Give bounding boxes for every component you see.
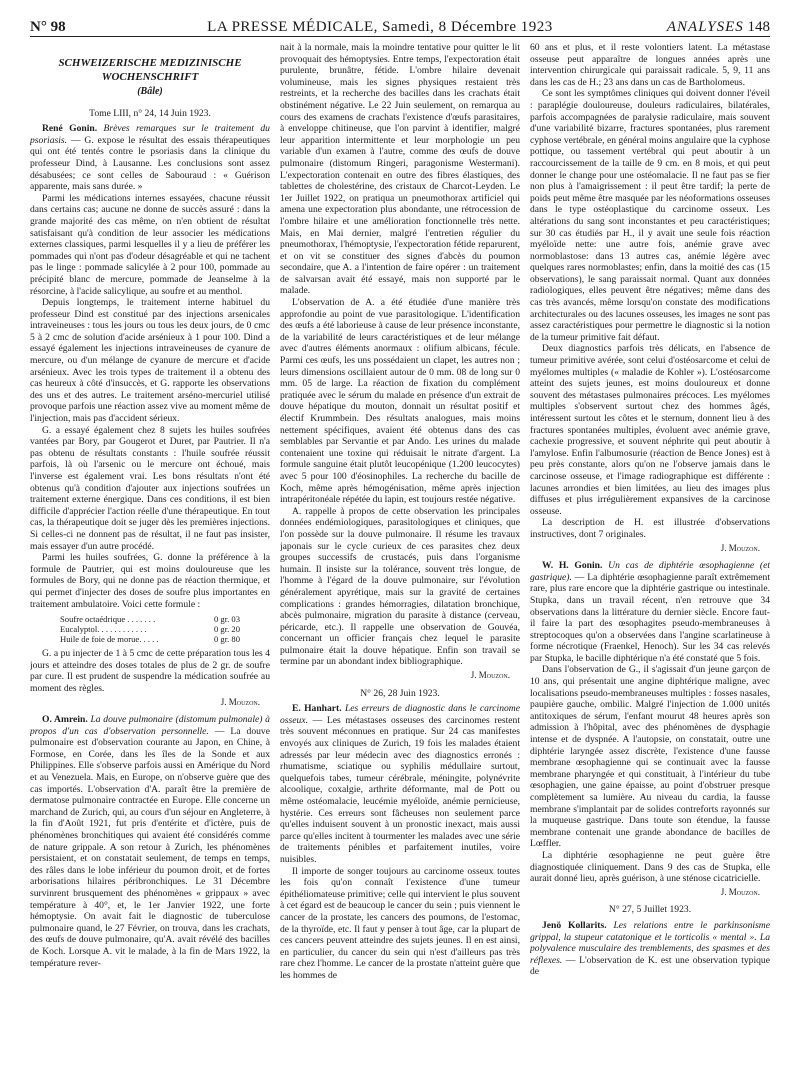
section-label (610, 19, 770, 36)
author-name: E. Hanhart. (292, 703, 342, 715)
article-columns (30, 42, 770, 1078)
author-name: O. Amrein. (42, 714, 88, 726)
signature: J. Mouzon. (720, 542, 760, 553)
issue-line: N° 26, 28 Juin 1923. (360, 687, 440, 699)
dose: 0 gr. 03 (213, 614, 240, 625)
paragraph: 60 ans et plus, et il reste volontiers latent. La métastase osseuse peut apparaître de longues années après une intervention chirurgicale qui paraissait radicale. 5, 9, 11 ans dans les cas de H.; 23 ans dans un cas de Bartholomeus. (530, 42, 770, 88)
paragraph: Il importe de songer toujours au carcinome osseux toutes les fois qu'on connaît l'existence d'une tumeur épithéliomateuse primitive; celle qui intervient le plus souvent à cet égard est de beaucoup le cancer du sein ; puis viennent le cancer de la prostate, les cancers des poumons, de l'estomac, de la thyroïde, etc. Il faut y penser à tout âge, car la plupart de ces cancers peuvent atteindre des sujets jeunes. Il en est ainsi, en particulier, du cancer du sein qui n'est d'ailleurs pas très rare chez l'homme. Le cancer de la prostate n'atteint guère que les hommes de (280, 865, 520, 981)
signature: J. Mouzon. (720, 886, 760, 897)
paragraph: Parmi les huiles soufrées, G. donne la préférence à la formule de Pautrier, qui est moins douloureuse que les formules de Bory, qui ne donne pas de réaction thermique, et qui permet d'injecter des doses de soufre plus importantes en traitement ambulatoire. Voici cette formule : (30, 552, 270, 610)
paragraph: Depuis longtemps, le traitement interne habituel du professeur Dind est constitué par des injections arsenicales intraveineuses : tous les jours ou tous les deux jours, de 0 cmc 5 à 2 cmc de solution d'acide arsénieux à 1 pour 100. Dind a essayé également les injections intraveineuses de cyanure de mercure, ou d'un mélange de cyanure de mercure et d'acide arsénieux. Avec les trois types de traitement il a obtenu des cas heureux à côté d'insuccès, et G. rapporte les observations des uns et des autres. Le traitement arséno-mercuriel utilisé provoque parfois une réaction assez vive au moment même de l'injection, mais pas d'accident sérieux. (30, 297, 270, 425)
paragraph: Dans l'observation de G., il s'agissait d'un jeune garçon de 10 ans, qui présentait une angine diphtérique maligne, avec localisations pseudo-membraneuses multiples : fosses nasales, paupière gauche, ombilic. Malgré l'injection de 1.000 unités antitoxiques de sérum, l'enfant mourut 48 heures après son admission à l'hôpital, avec des phénomènes de dysphagie intense et de dyspnée. A l'autopsie, on constatait, outre une diphtérie laryngée assez discrète, l'existence d'une fausse membrane œsophagienne qui se continuait avec la fausse membrane pharyngée et qui constituait, à l'intérieur du tube œsophagien, une gaine épaisse, au point d'obstruer presque complètement sa lumière. Au niveau du cardia, la fausse membrane s'implantait par de solides contreforts rayonnés sur la muqueuse gastrique. Dans toute son étendue, la fausse membrane contenait une grande abondance de bacilles de Lœffler. (530, 664, 770, 850)
paragraph: G. a pu injecter de 1 à 5 cmc de cette préparation tous les 4 jours et atteindre des doses totales de plus de 2 gr. de soufre par cure. Il est prudent de suspendre la médication soufrée au moment des règles. (30, 648, 270, 694)
ingredient: Soufre octaédrique . . . . . . . (60, 614, 156, 625)
author-name: René Gonin. (42, 123, 98, 135)
abstract-hanhart (280, 703, 520, 865)
dose: 0 gr. 80 (213, 634, 240, 645)
abstract-gonin-wh (530, 560, 770, 664)
paragraph: nait à la normale, mais la moindre tentative pour quitter le lit provoquait des hémoptysies. Entre temps, l'expectoration était purulente, brunâtre, fétide. L'ombre hilaire devenait volumineuse, mais les signes physiques restaient très restreints, et la recherche des bacilles dans les crachats était obstinément négative. Le 22 Juin seulement, on remarqua au cours des examens de crachats l'existence d'œufs parasitaires, à enveloppe chitineuse, que l'on parvint à identifier, malgré leur apparition intermittente et leur morphologie un peu variable d'un examen à l'autre, comme des œufs de douve pulmonaire (distomum Ringeri, paragonisme Westermani). L'expectoration contenait en outre des fibres élastiques, des tablettes de cholestérine, des cristaux de Charcot-Leyden. Le 1er Juillet 1922, on pratiqua un pneumothorax artificiel qui amena une expectoration plus abondante, une rétrocession de l'ombre hilaire et une amélioration fonctionnelle très nette. Mais, en Mai dernier, malgré l'entretien régulier du pneumothorax, l'hémoptysie, l'expectoration fétide reparurent, et on vit se constituer des signes d'abcès du poumon secondaire, que A. a l'intention de faire opérer : un traitement de salvarsan avait été essayé, mais non supporté par le malade. (280, 42, 520, 297)
issue-line: N° 27, 5 Juillet 1923. (608, 904, 692, 916)
article-title: Un cas de diphtérie œsophagienne (et gastrique). (530, 560, 770, 583)
author-name: W. H. Gonin. (542, 560, 603, 572)
journal-heading: SCHWEIZERISCHE MEDIZINISCHE WOCHENSCHRIFT (58, 57, 242, 83)
paragraph: — La diphtérie œsophagienne paraît extrêmement rare, plus rare encore que la diphtérie gastrique ou intestinale. Stupka, dans un travail récent, n'en retrouve que 34 observations dans la littérature du dernier siècle. Encore faut-il faire la part des œsophagites pseudo-membraneuses à streptocoques qu'on a observées dans l'angine scarlatineuse à forme nécrotique (Fraenkel, Henoch). Sur les 34 cas relevés par Stupka, le bacille diphtérique n'a été constaté que 5 fois. (530, 571, 770, 664)
paragraph: G. a essayé également chez 8 sujets les huiles soufrées vantées par Bory, par Gougerot et Duret, par Pautrier. Il n'a pas obtenu de résultats constants : l'huile soufrée réussit parfois, là où l'arsenic ou le mercure ont échoué, mais l'inverse est également vrai. Les bons résultats n'ont été obtenus qu'à condition d'ajouter aux injections soufrées un traitement externe énergique. Dans ces conditions, il est bien difficile d'apprécier l'action réelle d'une thérapeutique. En tout cas, la thérapeutique doit se juger dès les premières injections. Si celles-ci ne donnent pas de résultat, il ne faut pas insister, mais essayer d'un autre procédé. (30, 424, 270, 552)
formula-row (60, 634, 240, 644)
formula-row (60, 624, 240, 634)
signature: J. Mouzon. (470, 670, 510, 681)
section-name: ANALYSES (666, 19, 744, 35)
paragraph: Deux diagnostics parfois très délicats, en l'absence de tumeur primitive avérée, sont celui d'ostéosarcome et celui de myélomes multiples (« maladie de Kohler »). L'ostéosarcome atteint des sujets jeunes, est moins douloureux et donne souvent des métastases pulmonaires précoces. Les myélomes multiples s'observent surtout chez des hommes âgés, intéressent surtout les côtes et le sternum, donnent lieu à des fractures spontanées multiples, évoluent avec anémie grave, cachexie progressive, et souvent néphrite qui peut aboutir à l'amylose. Enfin l'albumosurie (réaction de Bence Jones) est à peu près constante, alors qu'on ne l'observe jamais dans le carcinose osseuse, et l'image radiographique est différente : lacunes arrondies et bien limitées, au lieu des images plus diffuses et plus irrégulièrement expansives de la carcinose osseuse. (530, 343, 770, 517)
abstract-kollarits (530, 920, 770, 978)
author-name: Jenö Kollarits. (542, 919, 607, 931)
paragraph: — Les métastases osseuses des carcinomes restent très souvent méconnues en pratique. Sur 24 cas manifestes envoyés aux cliniques de Zurich, 19 fois les malades étaient adressés par leur médecin avec des diagnostics erronés : rhumatisme, sciatique ou syphilis médullaire surtout, quelquefois tabes, tumeur cérébrale, méningite, polynévrite alcoolique, coxalgie, arthrite déformante, mal de Pott ou même ostéomalacie, leucémie myéloïde, anémie pernicieuse, hystérie. Ces erreurs sont fâcheuses non seulement parce qu'elles induisent souvent à un pronostic inexact, mais aussi parce qu'elles incitent à tourmenter les malades avec une série de traitements pénibles et parfaitement inutiles, voire nuisibles. (280, 714, 520, 865)
column-2 (280, 42, 520, 1078)
article-title: La douve pulmonaire (distomum pulmonale) à propos d'un cas d'observation personnelle. (30, 714, 270, 737)
paragraph: Ce sont les symptômes cliniques qui doivent donner l'éveil : paraplégie douloureuse, douleurs radiculaires, bilatérales, parfois accompagnées de paralysie radiculaire, mais souvent d'une variabilité bizarre, fractures spontanées, plus rarement cyphose vertébrale, en général moins angulaire que la cyphose pottique, ou tassement vertébral qui peut aboutir à un raccourcissement de la taille de 9 cm. en 8 mois, et qui peut donner le change pour une ostéomalacie. Il ne faut pas se fier non plus à l'amaigrissement : il peut être tardif; la perte de poids peut même être masquée par les néoformations osseuses dans le type ostéoplastique du carcinome osseux. Les altérations du sang sont inconstantes et peu caractéristiques; sur 30 cas étudiés par H., il y avait une seule fois réaction myéloïde nette: une autre fois, anémie grave avec normoblastose: dans 13 autres cas, anémie légère avec quelques rares normoblastes; enfin, dans la moitié des cas (15 observations), le sang paraissait normal. Quant aux données radiologiques, elles peuvent être négatives; même dans des cas très avancés, même lorsqu'on constate des modifications architecturales ou des lacunes osseuses, les images ne sont pas assez caractéristiques pour permettre le diagnostic si la notion de la tumeur primitive fait défaut. (530, 88, 770, 343)
issue-line: Tome LIII, n° 24, 14 Juin 1923. (89, 107, 211, 119)
folio: 148 (747, 19, 770, 35)
column-3 (530, 42, 770, 1078)
abstract-gonin (30, 123, 270, 193)
dose: 0 gr. 20 (213, 624, 240, 635)
formula-table (60, 614, 270, 644)
paragraph: La diphtérie œsophagienne ne peut guère être diagnostiquée cliniquement. Dans 9 des cas de Stupka, elle aurait donné lieu, après guérison, à une sténose cicatricielle. (530, 849, 770, 885)
formula-row (60, 614, 240, 624)
ingredient: Huile de foie de morue. . . . . (60, 634, 159, 645)
paragraph: — La douve pulmonaire est d'observation courante au Japon, en Chine, à Formose, en Corée, dans les îles de la Sonde et aux Philippines. Elle s'observe parfois aussi en Amérique du Nord et au Venezuela. Mais, en Europe, on n'observe guère que des cas importés. L'observation d'A. paraît être la première de dermatose pulmonaire contractée en Europe. Elle concerne un marchand de Zurich, qui, au cours d'un séjour en Angleterre, à la fin d'Août 1921, fut pris d'entérite et d'ictère, puis de phénomènes bronchitiques qui avaient été considérés comme de nature grippale. A son retour à Zurich, les phénomènes persistaient, et on constatait seulement, de temps en temps, des râles dans le lobe inférieur du poumon droit, et de fortes arborisations hilaires péribronchiques. Le 31 Décembre survinrent brusquement des phénomènes « grippaux » avec température à 40°, et, le 1er Janvier 1922, une forte hémoptysie. On avait fait le diagnostic de tuberculose pulmonaire quand, le 27 Février, on trouva, dans les crachats, des œufs de douve pulmonaire, qu'A. avait révélé des bacilles de Koch. Lorsque A. vit le malade, à la fin de Mars 1922, la température rever- (30, 725, 270, 969)
column-1 (30, 42, 270, 1078)
paragraph: — L'observation de K. est une observation typique de (530, 954, 770, 978)
page-header (30, 14, 770, 37)
paragraph: Parmi les médications internes essayées, chacune réussit dans certains cas; aucune ne donne de succès assuré : dans la grande majorité des cas même, on n'en obtient de résultat satisfaisant qu'à condition de leur associer les médications externes classiques, parmi lesquelles il y a lieu de préférer les pommades qui n'ont pas d'odeur désagréable et qui ne tachent pas le linge : pommade salicylée à 2 pour 100, pommade au précipité blanc de mercure, pommade de Jeanselme à la résorcine, à l'acide salicylique, au soufre et au menthol. (30, 192, 270, 297)
paragraph: — G. expose le résultat des essais thérapeutiques qui ont été tentés contre le psoriasis dans la clinique du professeur Dind, à Lausanne. Les conclusions sont assez désabusées; ce sont celles de Sabouraud : « Guérison apparente, mais sans durée. » (30, 134, 270, 193)
journal-city: (Bâle) (137, 86, 163, 97)
paragraph: L'observation de A. a été étudiée d'une manière très approfondie au point de vue parasitologique. L'identification des œufs a été laborieuse à cause de leur présence inconstante, de la variabilité de leurs caractéristiques et de leur mélange avec d'autres éléments anormaux : olifium albicans, fécule. Parmi ces œufs, les uns possédaient un clapet, les autres non ; leurs dimensions oscillaient autour de 0 mm. 08 de long sur 0 mm. 05 de large. La réaction de fixation du complément pratiquée avec le sérum du malade en présence d'un extrait de douve hépatique du mouton, donnait un résultat positif et électif Krummbein. Des résultats analogues, mais moins nettement spécifiques, avaient été obtenus dans des cas semblables par Servantie et par Ando. Les urines du malade contenaient une toxine qui réduisait le nitrate d'argent. La formule sanguine était plutôt leucopénique (1.200 leucocytes) avec 5 pour 100 d'éosinophiles. La recherche du bacille de Koch, même après hémogénisation, même après injection intrapéritonéale répétée du lapin, est toujours restée négative. (280, 297, 520, 506)
ingredient: Eucalyptol. . . . . . . . . . . . (60, 624, 147, 635)
abstract-amrein (30, 714, 270, 969)
article-title: Les relations entre le parkinsonisme grippal, la stupeur catatonique et le torticolis « mental ». La polyvalence musculaire des tremblements, des spasmes et des réflexes. (530, 919, 770, 966)
page-number-label: N° 98 (30, 19, 66, 35)
signature: J. Mouzon. (220, 696, 260, 707)
paragraph: A. rappelle à propos de cette observation les principales données endémiologiques, parasitologiques et cliniques, que l'on possède sur la douve pulmonaire. Il résume les travaux japonais sur le cycle curieux de ces parasites chez deux groupes successifs de crustacés, puis dans l'organisme humain. Il insiste sur la tolérance, souvent très longue, de l'homme à l'égard de la douve pulmonaire, sur l'évolution généralement apyrétique, mais sur la gravité de certaines complications : grandes hémorragies, dilatation bronchique, abcès pulmonaire, migration du parasite à distance (cerveau, péricarde, etc.). Il rappelle une observation de Gouvéa, concernant un officier français chez lequel le parasite pulmonaire était la douve hépatique. Enfin son travail se termine par un abondant index bibliographique. (280, 505, 520, 668)
paragraph: La description de H. est illustrée d'observations instructives, dont 7 originales. (530, 517, 770, 540)
article-title: Brèves remarques sur le traitement du psoriasis. (30, 123, 270, 146)
article-title: Les erreurs de diagnostic dans le carcinome osseux. (280, 703, 520, 726)
journal-running-title: LA PRESSE MÉDICALE, Samedi, 8 Décembre 1923 (207, 19, 553, 35)
